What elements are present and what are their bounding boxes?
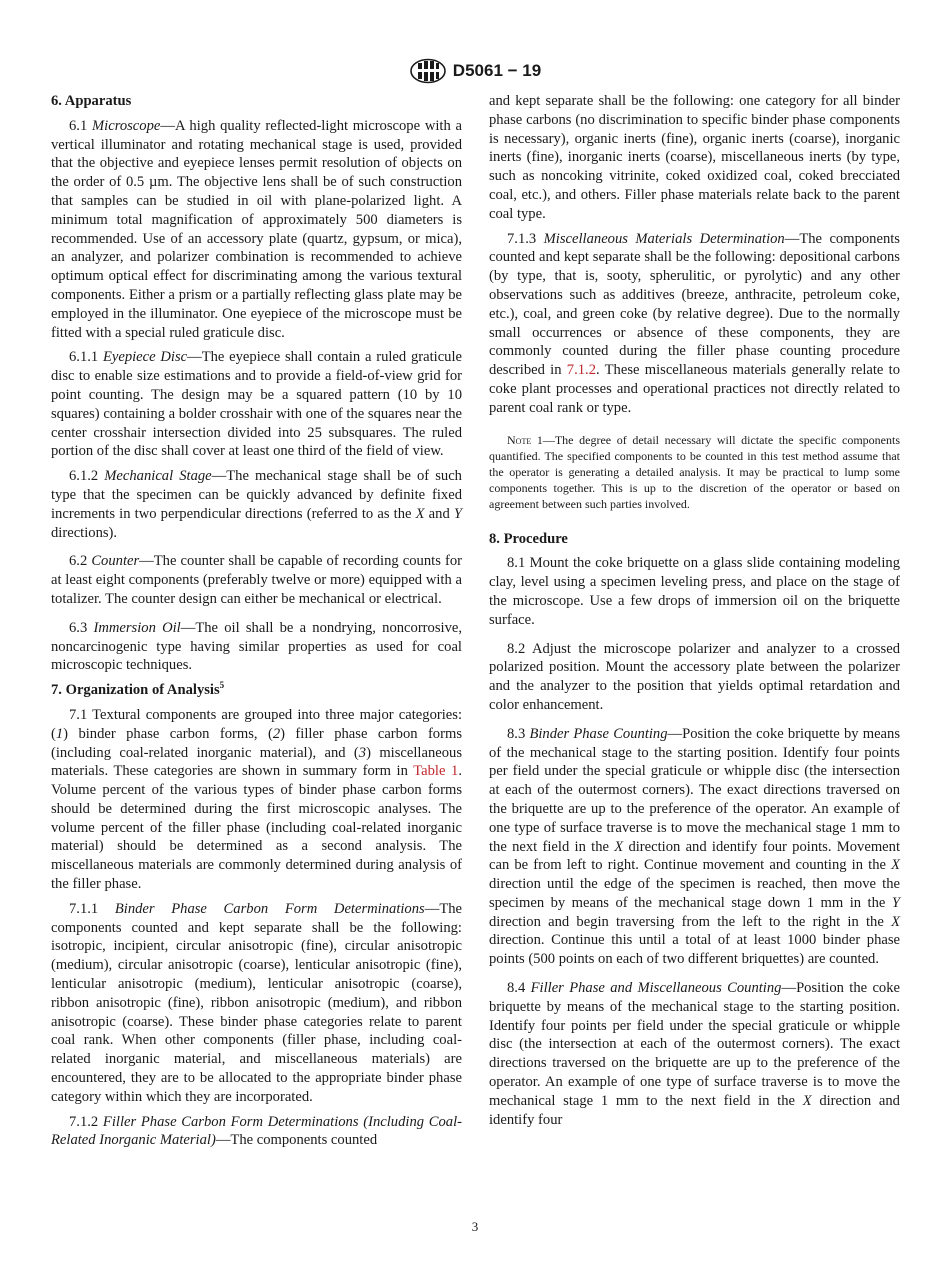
- section-6-heading: 6. Apparatus: [51, 93, 132, 109]
- paragraph-6-2: 6.2 Counter—The counter shall be capable of recording counts for at least eight components (preferably twelve or more) equipped with a totalizer. The counter design can either be mechanical or electrical.: [51, 553, 462, 607]
- paragraph-7-1-2-continued: and kept separate shall be the following: one category for all binder phase carbons (no discrimination to specific binder phase components is necessary), organic inerts (fine), organic inerts (coarse), inorganic inerts (fine), inorganic inerts (coarse), miscellaneous inerts (by type, such as noncoking vitrinite, coked oxidized coal, coked brecciated coal, etc.), and others. Filler phase materials relate back to the parent coal type.: [489, 93, 900, 222]
- table-1-link[interactable]: Table 1: [413, 763, 459, 780]
- paragraph-7-1-1: 7.1.1 Binder Phase Carbon Form Determinations—The components counted and kept separate shall be the following: isotropic, incipient, circular anisotropic (fine), circular anisotropic (medium), circular anisotropic (coarse), lenticular anisotropic (fine), lenticular anisotropic (medium), lenticular anisotropic (coarse), ribbon anisotropic (fine), ribbon anisotropic (medium), and ribbon anisotropic (coarse). These binder phase categories relate to parent coal rank. When other components (filler phase, including coal-related inorganic material, and miscellaneous materials) are encountered, they are to be allocated to the appropriate binder phase category within which they are incorporated.: [51, 900, 463, 1105]
- paragraph-8-3: 8.3 Binder Phase Counting—Position the coke briquette by means of the mechanical stage to the starting position. Identify four points per field under the special graticule or whipple disc (the intersection at each of the outermost corners). The exact directions traversed on the briquette are up to the preference of the operator. An example of one type of surface traverse is to move the mechanical stage 1 mm to the next field in the X direction and identify four points. Movement can be from left to right. Continue movement and counting in the X direction until the edge of the specimen is reached, then move the specimen by means of the mechanical stage down 1 mm in the Y direction and begin traversing from the left to the right in the X direction. Continue this until a total of at least 1000 binder phase points (500 points on each of two different briquettes) are counted.: [489, 725, 901, 968]
- astm-logo: [409, 58, 447, 84]
- section-7-heading: 7. Organization of Analysis$^5$: [51, 680, 225, 699]
- document-designation: D5061 − 19: [452, 61, 542, 80]
- page-header: [0, 56, 950, 86]
- paragraph-6-3: 6.3 Immersion Oil—The oil shall be a nondrying, noncorrosive, noncarcinogenic type having similar properties as used for coal microscopic techniques.: [51, 619, 462, 674]
- paragraph-8-1: 8.1 Mount the coke briquette on a glass slide containing modeling clay, level using a specimen leveling press, and place on the stage of the microscope. Use a few drops of immersion oil on the briquette surface.: [489, 555, 900, 628]
- paragraph-7-1-2: 7.1.2 Filler Phase Carbon Form Determinations (Including Coal-Related Inorganic Material)—The components counted: [51, 1113, 463, 1149]
- footnote-ref-5[interactable]: 5: [219, 680, 225, 691]
- paragraph-7-1: 7.1 Textural components are grouped into three major categories: (1) binder phase carbon forms, (2) filler phase carbon forms (including coal-related inorganic material), and (3) miscellaneous materials. These categories are shown in summary form in Table 1. Volume percent of the various types of binder phase carbon forms should be determined during the first microscopic analyses. The volume percent of the filler phase (including coal-related inorganic material) should be determined as a second analysis. The miscellaneous materials are commonly determined during analysis of the filler phase.: [51, 706, 462, 893]
- paragraph-6-1-1: 6.1.1 Eyepiece Disc—The eyepiece shall contain a ruled graticule disc to enable size estimations and to provide a field-of-view grid for point counting. The design may be a squared pattern (10 by 10 squares) containing a bolder crosshair with one of the squares near the center crosshair intersection divided into 25 subsquares. The ruled portion of the disc shall cover at least one third of the field of view.: [51, 349, 462, 460]
- paragraph-8-2: 8.2 Adjust the microscope polarizer and analyzer to a crossed polarized position. Mount the accessory plate between the polarizer and the analyzer to the position that yields optimal retardation and color enhancement.: [489, 640, 900, 713]
- note-1: Note 1—The degree of detail necessary will dictate the specific components quantified. The specified components to be counted in this test method assume that the operator is generating a detailed analysis. It may be practical to lump some components together. This is up to the discretion of the operator or based on agreement between such parties involved.: [489, 432, 900, 511]
- right-column: [489, 92, 900, 1135]
- paragraph-7-1-3: 7.1.3 Miscellaneous Materials Determination—The components counted and kept separate shall be the following: depositional carbons (by type, that is, sooty, spherulitic, or pyrolytic) and any other observations such as additives (breeze, anthracite, petroleum coke, etc.), coal, and green coke (by relative degree). Due to the normally small occurrences or absence of these components, they are commonly counted during the filler phase counting procedure described in 7.1.2. These miscellaneous materials generally relate to coke plant processes and operational practices not directly related to parent coal rank or type.: [489, 230, 900, 416]
- section-8-heading: 8. Procedure: [489, 530, 568, 547]
- page-number: 3: [471, 1219, 479, 1234]
- paragraph-8-4: 8.4 Filler Phase and Miscellaneous Counting—Position the coke briquette by means of the mechanical stage to the starting position. Identify four points per field under the special graticule or whipple disc (the intersection at each of the outermost corners). The exact directions traversed on the briquette are up to the preference of the operator. An example of one type of surface traverse is to move the mechanical stage 1 mm to the next field in the X direction and identify four: [489, 980, 901, 1128]
- paragraph-6-1-2: 6.1.2 Mechanical Stage—The mechanical stage shall be of such type that the specimen can be quickly advanced by definite fixed increments in two perpendicular directions (referred to as the X and Y directions).: [51, 468, 462, 541]
- paragraph-6-1: 6.1 Microscope—A high quality reflected-light microscope with a vertical illuminator and rotating mechanical stage is used, provided that the objective and eyepiece lenses permit resolution of objects on the order of 0.5 µm. The objective lens shall be of such construction that samples can be studied in oil with plane-polarized light. A minimum total magnification of approximately 500 diameters is recommended. Use of an accessory plate (quartz, gypsum, or mica), an analyzer, and polarizer combination is recommended to achieve optimum optical effect for discriminating among the various textural components. Either a prism or a partially reflecting glass plate may be employed in the illuminator. One eyepiece of the microscope must be fitted with a special ruled graticule disc.: [51, 117, 463, 341]
- left-column: [51, 92, 462, 1156]
- section-7-1-2-link[interactable]: 7.1.2: [566, 362, 596, 379]
